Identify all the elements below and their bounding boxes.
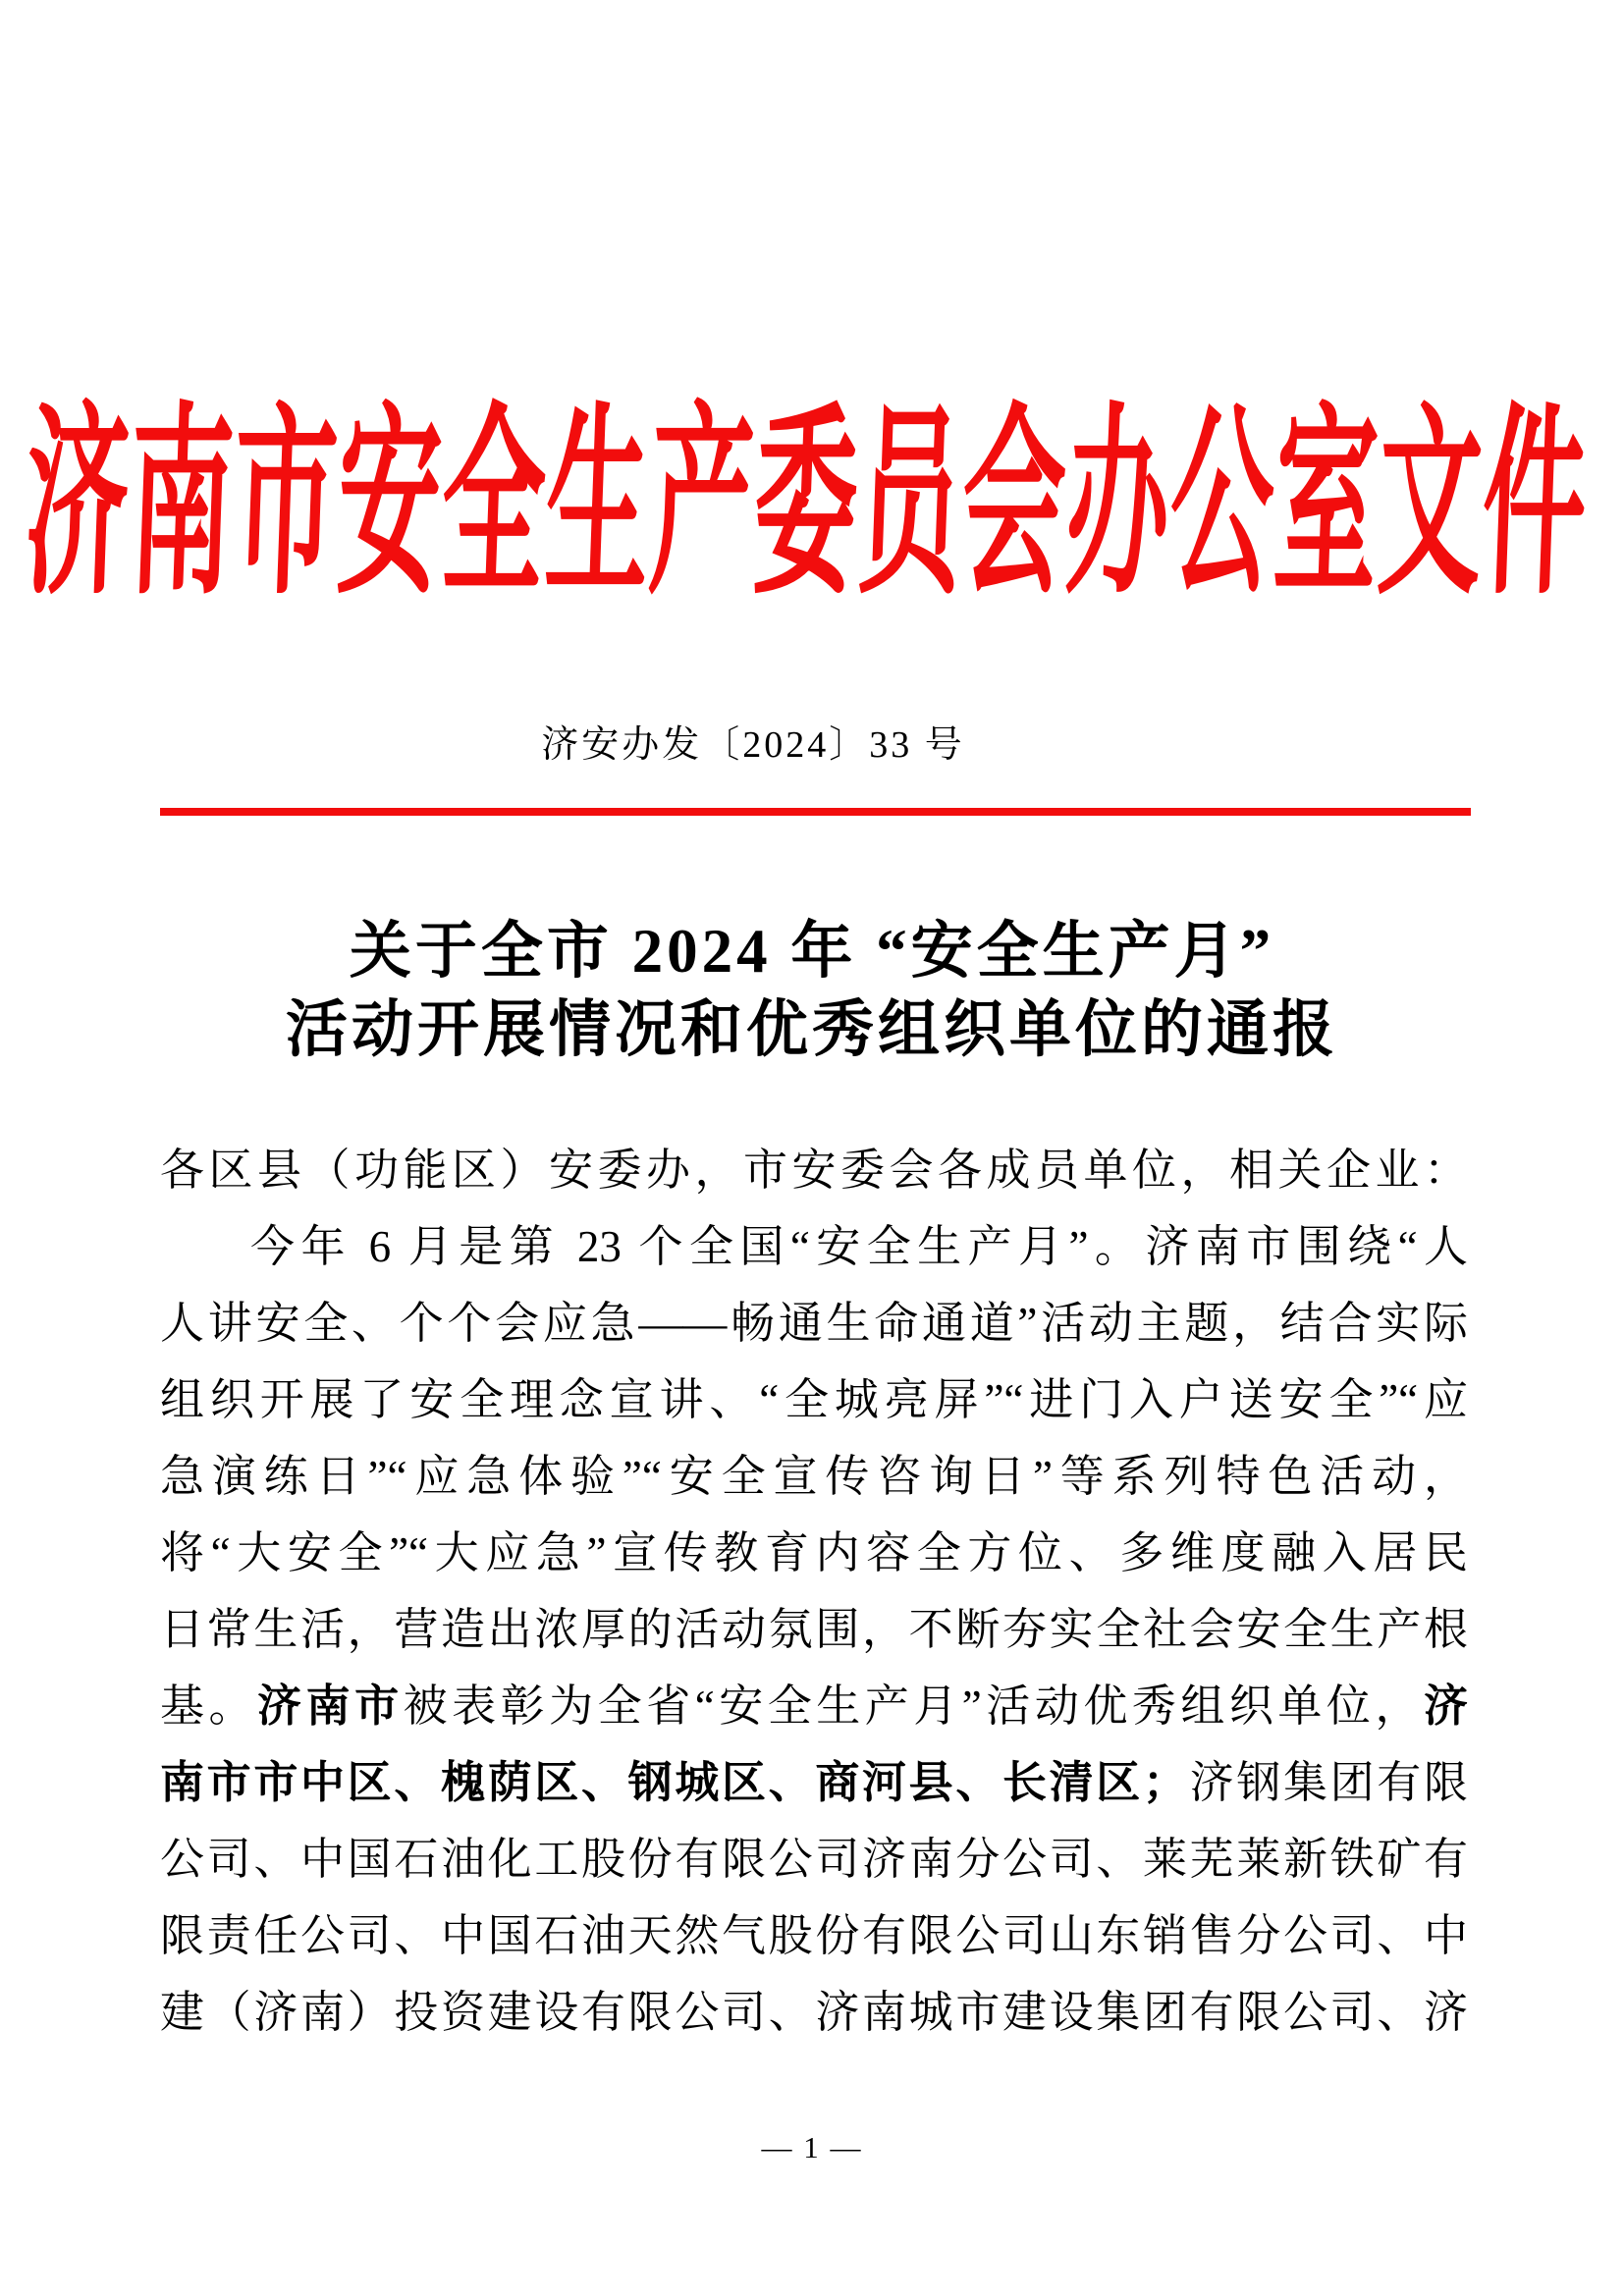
body-text: 建（济南）投资建设有限公司、济南城市建设集团有限公司、济 xyxy=(160,1988,1468,2037)
body-line xyxy=(160,1208,1468,1285)
body-line xyxy=(160,1285,1468,1362)
body-line xyxy=(160,1974,1468,2051)
doc-number-line xyxy=(0,722,1624,768)
body-line xyxy=(160,1515,1468,1591)
body-text: 公司、中国石油化工股份有限公司济南分公司、莱芜莱新铁矿有 xyxy=(160,1835,1468,1884)
body-text: 限责任公司、中国石油天然气股份有限公司山东销售分公司、中 xyxy=(160,1911,1468,1960)
body-text: 日常生活，营造出浓厚的活动氛围，不断夯实全社会安全生产根 xyxy=(160,1605,1468,1654)
body-line xyxy=(160,1132,1468,1208)
red-header-title: 济南市安全生产委员会办公室文件 xyxy=(21,391,1592,619)
body-text: 将“大安全”“大应急”宣传教育内容全方位、多维度融入居民 xyxy=(160,1528,1468,1577)
document-title xyxy=(0,912,1624,1069)
red-divider-line xyxy=(160,808,1471,816)
body-text: 今年 6 月是第 23 个全国“安全生产月”。济南市围绕“人 xyxy=(250,1222,1468,1271)
body-line xyxy=(160,1897,1468,1974)
page-number: — 1 — xyxy=(761,2130,863,2164)
body-text: 各区县（功能区）安委办，市安委会各成员单位，相关企业： xyxy=(160,1146,1468,1195)
body-line xyxy=(160,1591,1468,1668)
body-text: 基。 xyxy=(160,1682,258,1731)
doc-number: 济安办发〔2024〕33 号 xyxy=(541,724,965,766)
document-body xyxy=(160,1132,1468,2051)
body-text: 济钢集团有限 xyxy=(1186,1758,1468,1807)
title-line-1: 关于全市 2024 年 “安全生产月” xyxy=(349,917,1275,986)
body-line xyxy=(160,1362,1468,1438)
body-text: 急演练日”“应急体验”“安全宣传咨询日”等系列特色活动， xyxy=(160,1452,1468,1501)
title-line-2: 活动开展情况和优秀组织单位的通报 xyxy=(286,995,1338,1064)
body-text: 组织开展了安全理念宣讲、“全城亮屏”“进门入户送安全”“应 xyxy=(160,1375,1468,1424)
bold-text: 济 xyxy=(1423,1681,1468,1731)
body-text: 被表彰为全省“安全生产月”活动优秀组织单位， xyxy=(403,1682,1424,1731)
body-line xyxy=(160,1821,1468,1897)
body-line xyxy=(160,1744,1468,1821)
body-line xyxy=(160,1668,1468,1744)
bold-text: 济南市 xyxy=(257,1681,404,1731)
body-line xyxy=(160,1438,1468,1515)
red-header-banner xyxy=(0,341,1624,619)
body-text: 人讲安全、个个会应急——畅通生命通道”活动主题，结合实际 xyxy=(160,1299,1468,1348)
bold-text: 南市市中区、槐荫区、钢城区、商河县、长清区； xyxy=(160,1757,1187,1807)
